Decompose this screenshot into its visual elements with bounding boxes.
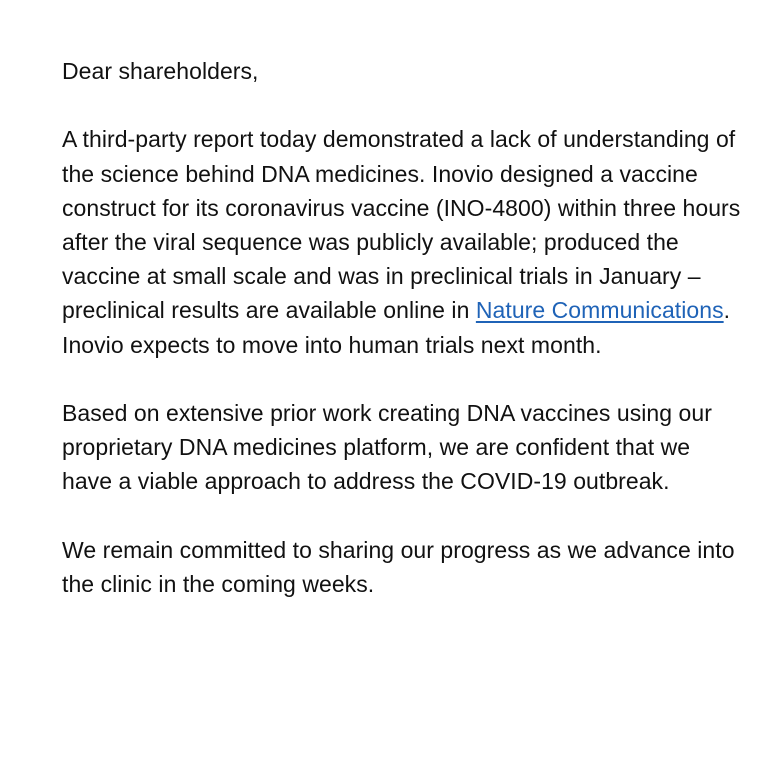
shareholder-letter (62, 54, 742, 601)
paragraph-report-response (62, 122, 742, 361)
paragraph-platform-confidence: Based on extensive prior work creating DNA vaccines using our proprietary DNA medicines platform, we are confident that we have a viable approach to address the COVID-19 outbreak. (62, 400, 712, 495)
salutation: Dear shareholders, (62, 58, 259, 84)
paragraph-commitment: We remain committed to sharing our progress as we advance into the clinic in the coming weeks. (62, 536, 735, 597)
paragraph-spacer (62, 499, 742, 533)
paragraph-text: A third-party report today demonstrated a lack of understanding of the science behind DNA medicines. Inovio designed a vaccine construct for its coronavirus vaccine (INO-4800) within three hours after the viral sequence was publicly available; produced the vaccine at small scale and was in preclinical trials in January – preclinical results are available online in (62, 126, 741, 324)
paragraph-spacer (62, 88, 742, 122)
paragraph-spacer (62, 362, 742, 396)
nature-communications-link[interactable]: Nature Communications (475, 297, 724, 324)
paragraph-text: . Inovio expects to move into human trials next month. (62, 297, 743, 358)
